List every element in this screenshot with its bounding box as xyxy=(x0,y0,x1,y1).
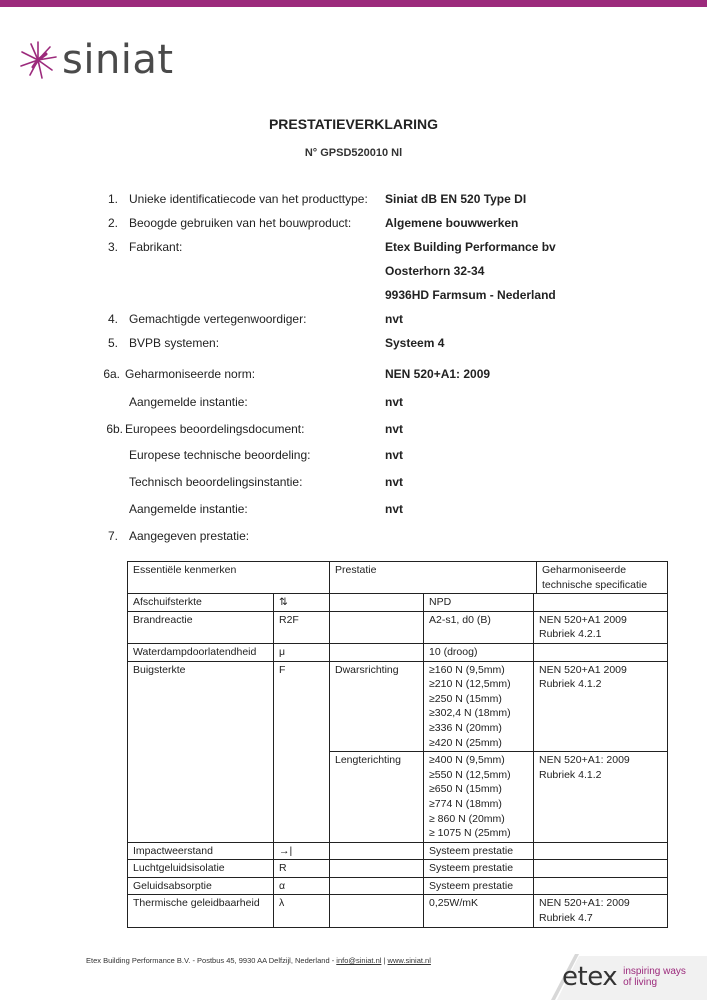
table-cell: Buigsterkte xyxy=(128,661,274,842)
table-cell: Geluidsabsorptie xyxy=(128,877,274,895)
item-number: 6a. xyxy=(103,367,120,381)
table-cell: Systeem prestatie xyxy=(424,842,534,860)
table-header: Prestatie xyxy=(330,562,537,593)
table-cell: F xyxy=(274,661,330,842)
table-row xyxy=(128,842,668,860)
table-row xyxy=(128,661,668,752)
table-cell xyxy=(330,611,424,643)
table-cell xyxy=(330,594,424,612)
table-header-group xyxy=(330,562,668,594)
table-row xyxy=(128,895,668,927)
item-label: Fabrikant: xyxy=(129,240,183,254)
performance-table xyxy=(127,561,668,928)
item-label: Aangemelde instantie: xyxy=(129,502,248,516)
table-cell xyxy=(534,643,668,661)
table-cell xyxy=(330,643,424,661)
table-cell: λ xyxy=(274,895,330,927)
item-label: Aangegeven prestatie: xyxy=(129,529,250,543)
footer-address: Etex Building Performance B.V. - Postbus 45, 9930 AA Delfzijl, Nederland - xyxy=(86,956,337,965)
table-cell: Luchtgeluidsisolatie xyxy=(128,860,274,878)
table-cell: Systeem prestatie xyxy=(424,877,534,895)
item-value: Systeem 4 xyxy=(385,336,445,350)
item-label: Technisch beoordelingsinstantie: xyxy=(129,475,303,489)
table-cell: NEN 520+A1: 2009 Rubriek 4.7 xyxy=(534,895,668,927)
table-row xyxy=(128,877,668,895)
item-number: 2. xyxy=(107,216,118,230)
item-label: Beoogde gebruiken van het bouwproduct: xyxy=(129,216,352,230)
table-cell xyxy=(534,842,668,860)
table-cell xyxy=(330,895,424,927)
table-cell: Thermische geleidbaarheid xyxy=(128,895,274,927)
item-label: Geharmoniseerde norm: xyxy=(125,367,256,381)
table-row xyxy=(128,860,668,878)
table-cell: NEN 520+A1 2009 Rubriek 4.1.2 xyxy=(534,661,668,752)
table-cell: Dwarsrichting xyxy=(330,661,424,752)
item-label: Europees beoordelingsdocument: xyxy=(125,422,305,436)
table-cell: Waterdampdoorlatendheid xyxy=(128,643,274,661)
item-value: nvt xyxy=(385,502,403,516)
table-cell: NEN 520+A1 2009 Rubriek 4.2.1 xyxy=(534,611,668,643)
table-cell xyxy=(330,860,424,878)
document-title: PRESTATIEVERKLARING xyxy=(268,116,439,132)
table-cell: Impactweerstand xyxy=(128,842,274,860)
etex-wordmark: etex xyxy=(562,962,618,992)
item-label: Gemachtigde vertegenwoordiger: xyxy=(129,312,307,326)
table-row xyxy=(128,594,668,612)
etex-logo xyxy=(562,962,686,992)
manufacturer-address: Oosterhorn 32-34 xyxy=(385,264,485,278)
website-link[interactable]: www.siniat.nl xyxy=(387,956,431,965)
item-value: nvt xyxy=(385,395,403,409)
table-row xyxy=(128,611,668,643)
item-value: Algemene bouwwerken xyxy=(385,216,519,230)
table-cell xyxy=(534,594,668,612)
table-cell: NPD xyxy=(424,594,534,612)
top-accent-bar xyxy=(0,0,707,7)
table-cell: NEN 520+A1: 2009 Rubriek 4.1.2 xyxy=(534,752,668,843)
table-row xyxy=(128,643,668,661)
table-cell: R xyxy=(274,860,330,878)
item-value: Etex Building Performance bv xyxy=(385,240,556,254)
etex-tagline-line: of living xyxy=(623,977,658,988)
item-value: Siniat dB EN 520 Type DI xyxy=(385,192,527,206)
item-value: nvt xyxy=(385,312,403,326)
table-cell xyxy=(330,877,424,895)
item-value: NEN 520+A1: 2009 xyxy=(385,367,491,381)
item-value: nvt xyxy=(385,475,403,489)
table-cell xyxy=(330,842,424,860)
table-cell: 10 (droog) xyxy=(424,643,534,661)
table-cell: Brandreactie xyxy=(128,611,274,643)
table-cell: ≥160 N (9,5mm) ≥210 N (12,5mm) ≥250 N (15mm) ≥302,4 N (18mm) ≥336 N (20mm) ≥420 N (25mm) xyxy=(424,661,534,752)
siniat-logo xyxy=(18,38,174,82)
table-header: Geharmoniseerde technische specificatie xyxy=(542,564,648,591)
table-cell: Lengterichting xyxy=(330,752,424,843)
item-number: 3. xyxy=(107,240,118,254)
item-number: 7. xyxy=(107,529,118,543)
item-value: nvt xyxy=(385,422,403,436)
document-number: N° GPSD520010 Nl xyxy=(304,147,403,159)
table-cell xyxy=(534,860,668,878)
table-cell xyxy=(534,877,668,895)
table-cell: 0,25W/mK xyxy=(424,895,534,927)
item-number: 4. xyxy=(107,312,118,326)
item-number: 5. xyxy=(107,336,118,350)
item-value: nvt xyxy=(385,448,403,462)
etex-tagline xyxy=(623,966,686,988)
table-cell: R2F xyxy=(274,611,330,643)
table-cell: α xyxy=(274,877,330,895)
item-number: 1. xyxy=(107,192,118,206)
item-label: Aangemelde instantie: xyxy=(129,395,248,409)
table-cell: ≥400 N (9,5mm) ≥550 N (12,5mm) ≥650 N (15mm) ≥774 N (18mm) ≥ 860 N (20mm) ≥ 1075 N (25mm) xyxy=(424,752,534,843)
table-cell: →| xyxy=(274,842,330,860)
table-cell: Systeem prestatie xyxy=(424,860,534,878)
item-number: 6b. xyxy=(106,422,123,436)
footer-separator: | xyxy=(381,956,388,965)
item-label: Unieke identificatiecode van het producttype: xyxy=(129,192,368,206)
email-link[interactable]: info@siniat.nl xyxy=(336,956,382,965)
footer xyxy=(86,956,431,965)
shear-symbol: ⇅ xyxy=(274,594,330,612)
table-cell: A2-s1, d0 (B) xyxy=(424,611,534,643)
item-label: BVPB systemen: xyxy=(129,336,220,350)
table-cell: Afschuifsterkte xyxy=(128,594,274,612)
table-header-row xyxy=(128,562,668,594)
etex-tagline-line: inspiring ways xyxy=(623,966,686,977)
manufacturer-city: 9936HD Farmsum - Nederland xyxy=(385,288,556,302)
item-label: Europese technische beoordeling: xyxy=(129,448,311,462)
logo-wordmark: siniat xyxy=(62,37,174,83)
star-burst-icon xyxy=(18,40,58,80)
table-cell: μ xyxy=(274,643,330,661)
table-header: Essentiële kenmerken xyxy=(128,562,330,594)
